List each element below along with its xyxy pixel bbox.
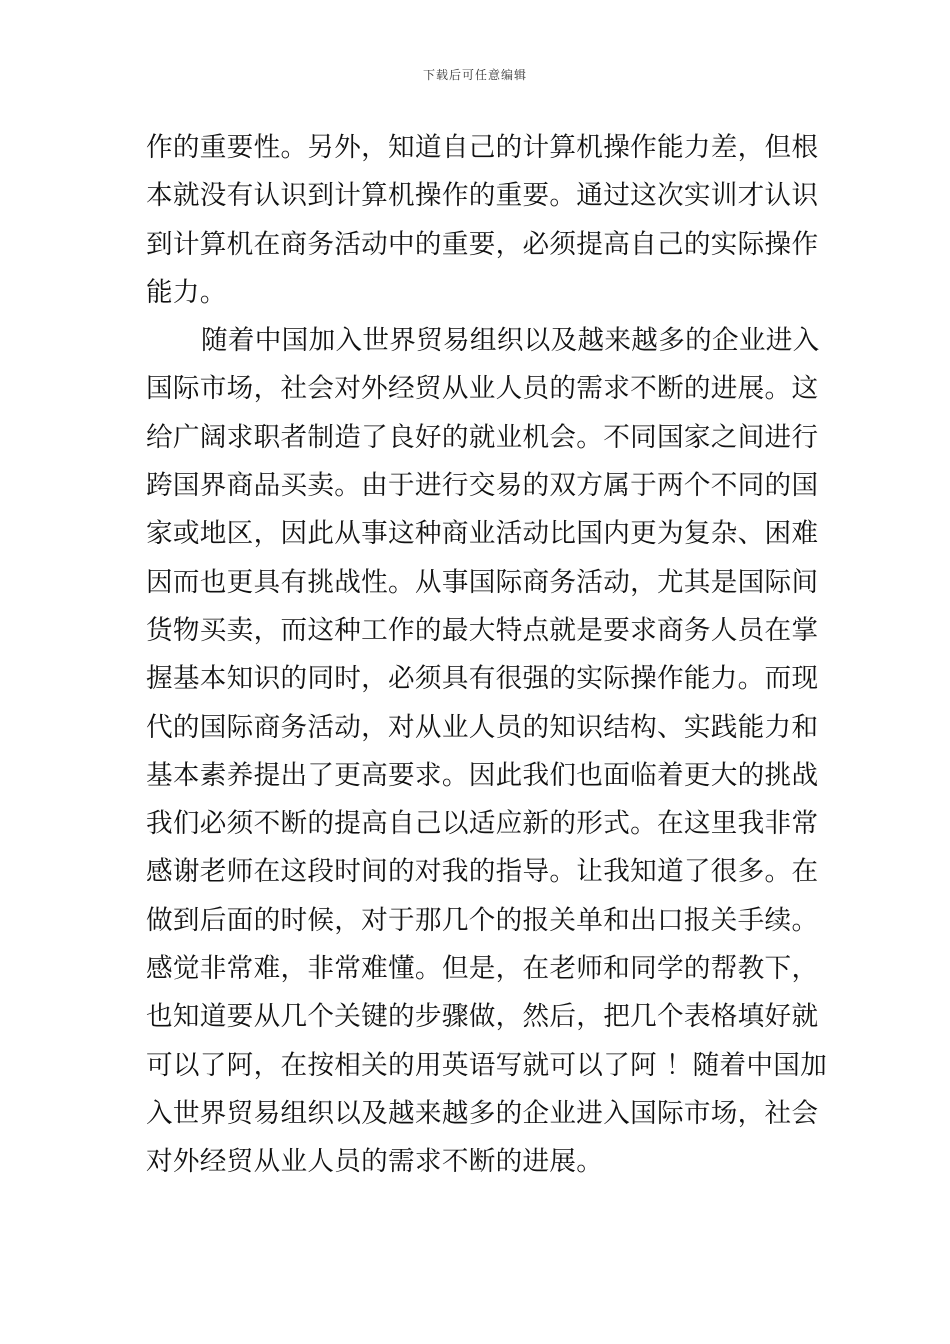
text-line: 入世界贸易组织以及越来越多的企业进入国际市场，社会 — [146, 1097, 819, 1129]
text-line: 作的重要性。另外，知道自己的计算机操作能力差，但根 — [146, 132, 819, 163]
text-line: 能力。 — [146, 276, 227, 308]
text-line: 国际市场，社会对外经贸从业人员的需求不断的进展。这 — [146, 373, 819, 405]
text-line: 对外经贸从业人员的需求不断的进展。 — [146, 1146, 604, 1178]
text-line: 随着中国加入世界贸易组织以及越来越多的企业进入 — [201, 325, 820, 357]
text-line: 代的国际商务活动，对从业人员的知识结构、实践能力和 — [146, 711, 819, 743]
text-line: 货物买卖，而这种工作的最大特点就是要求商务人员在掌 — [146, 614, 819, 646]
text-line: 到计算机在商务活动中的重要，必须提高自己的实际操作 — [146, 228, 819, 260]
text-line: 也知道要从几个关键的步骤做，然后，把几个表格填好就 — [146, 1001, 819, 1033]
text-line: 做到后面的时候，对于那几个的报关单和出口报关手续。 — [146, 904, 819, 936]
text-line: 家或地区，因此从事这种商业活动比国内更为复杂、困难 — [146, 518, 819, 550]
text-line: 基本素养提出了更高要求。因此我们也面临着更大的挑战 — [146, 759, 819, 791]
text-line: 可以了阿，在按相关的用英语写就可以了阿 ！随着中国加 — [146, 1049, 828, 1081]
header-note: 下载后可任意编辑 — [422, 68, 527, 82]
text-line: 给广阔求职者制造了良好的就业机会。不同国家之间进行 — [146, 421, 819, 453]
text-line: 跨国界商品买卖。由于进行交易的双方属于两个不同的国 — [146, 470, 819, 502]
text-line: 感觉非常难，非常难懂。但是，在老师和同学的帮教下， — [146, 953, 819, 985]
text-line: 我们必须不断的提高自己以适应新的形式。在这里我非常 — [146, 808, 819, 840]
body-text — [146, 124, 828, 1187]
text-line: 握基本知识的同时，必须具有很强的实际操作能力。而现 — [146, 663, 819, 695]
text-line: 感谢老师在这段时间的对我的指导。让我知道了很多。在 — [146, 856, 819, 888]
text-line: 本就没有认识到计算机操作的重要。通过这次实训才认识 — [146, 180, 819, 212]
text-line: 因而也更具有挑战性。从事国际商务活动，尤其是国际间 — [146, 566, 819, 598]
